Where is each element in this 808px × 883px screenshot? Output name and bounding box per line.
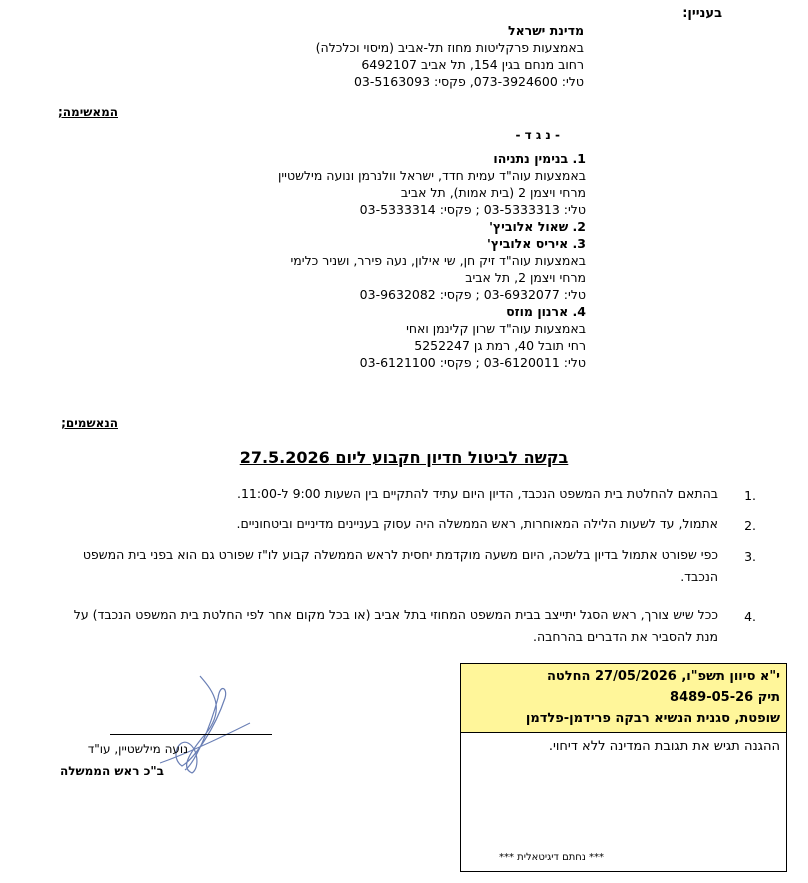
defendant-1-phone: טלי: 03-5333313 ; פקסי: 03-5333314 (359, 202, 586, 217)
plaintiff-block (24, 22, 584, 90)
decision-judge: שופטת, סגנית הנשיא רבקה פרידמן-פלדמן (525, 711, 780, 726)
defendant-3-phone: טלי: 03-6932077 ; פקסי: 03-9632082 (359, 287, 586, 302)
versus-label: - נ ג ד - (515, 128, 560, 142)
defendant-4-counsel: באמצעות עוה"ד שרון קלינמן ואחי (406, 321, 586, 336)
handwritten-signature (140, 668, 260, 778)
defendant-3-counsel: באמצעות עוה"ד זיק חן, שי אילון, נעה פירר, ושניר כלימי (290, 253, 586, 268)
defendant-4-address: רחי תובל 40, רמת גן 5252247 (414, 338, 586, 353)
digital-signature-note: *** נחתם דיגיטאלית *** (499, 852, 604, 863)
item-2-text: אתמול, עד לשעות הלילה המאוחרות, ראש הממשלה היה עסוק בעניינים מדיניים וביטחוניים. (236, 516, 718, 531)
signature-role: ב"כ ראש הממשלה (60, 764, 164, 778)
defendant-3-name: 3. איריס אלוביץ' (487, 236, 586, 251)
decision-date-line: י"א סיוון תשפ"ו, 27/05/2026 החלטה (546, 669, 780, 684)
item-2-number: 2. (744, 518, 756, 533)
item-4-number: 4. (744, 609, 756, 624)
item-3-text: כפי שפורט אתמול בדיון בלשכה, היום משעה מוקדמת יחסית לראש הממשלה קבוע לו"ז שפורט גם הוא בפני בית המשפט הנכבד. (82, 547, 718, 584)
decision-text: ההגנה תגיש את תגובת המדינה ללא דיחוי. (548, 739, 780, 754)
defendants-block (26, 150, 586, 371)
item-4-text: ככל שיש צורך, ראש הסגל יתייצב בבית המשפט המחוזי בתל אביב (או בכל מקום אחר לפי החלטת בית המשפט הנכבד) על מנת להסביר את הדברים בהרחבה. (73, 607, 718, 644)
regarding-label: בעניין: (682, 6, 722, 21)
plaintiff-name: מדינת ישראל (508, 23, 584, 38)
defendant-1-address: מרחי ויצמן 2 (בית אמות), תל אביב (400, 185, 586, 200)
defendant-1-counsel: באמצעות עוה"ד עמית חדד, ישראל וולנרמן ונועה מילשטיין (277, 168, 586, 183)
plaintiff-role-label: המאשימה; (57, 105, 118, 119)
decision-header (461, 664, 786, 733)
plaintiff-address: רחוב מנחם בגין 154, תל אביב 6492107 (361, 57, 584, 72)
document-title: בקשה לביטול חדיון חקבוע ליום 27.5.2026 (239, 448, 569, 467)
item-1-number: 1. (744, 488, 756, 503)
item-3-number: 3. (744, 549, 756, 564)
court-decision-box (460, 663, 787, 872)
defendant-1-name: 1. בנימין נתניהו (493, 151, 586, 166)
signature-line (110, 734, 272, 735)
item-1-text: בהתאם להחלטת בית המשפט הנכבד, הדיון היום עתיד להתקיים בין השעות 9:00 ל-11:00. (236, 486, 718, 501)
decision-case-number: תיק 8489-05-26 (670, 690, 780, 705)
plaintiff-representation: באמצעות פרקליטות מחוז תל-אביב (מיסוי וכלכלה) (315, 40, 584, 55)
defendant-2-name: 2. שאול אלוביץ' (489, 219, 586, 234)
signature-name: נועה מילשטיין, עו"ד (87, 742, 188, 756)
defendant-4-phone: טלי: 03-6120011 ; פקסי: 03-6121100 (359, 355, 586, 370)
defendant-3-address: מרחי ויצמן 2, תל אביב (465, 270, 586, 285)
plaintiff-phone: טלי: 073-3924600, פקסי: 03-5163093 (353, 74, 584, 89)
defendants-role-label: הנאשמים; (61, 416, 118, 430)
defendant-4-name: 4. ארנון מוזס (506, 304, 586, 319)
